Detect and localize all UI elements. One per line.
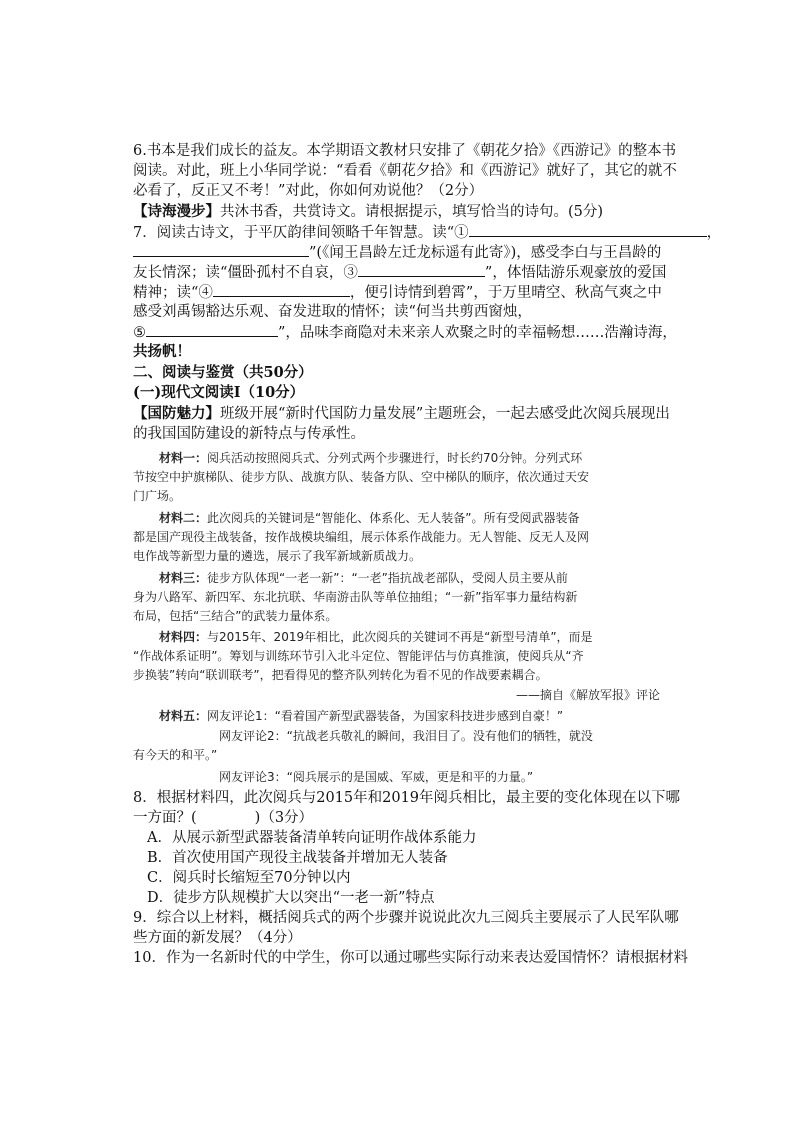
material-3-line-3: 布局，包括“三结合”的武装力量体系。 <box>133 609 338 623</box>
q6-line-3: 必看了，反正又不考！”对此，你如何劝说他？（2分） <box>133 183 484 199</box>
q7-line-1 <box>133 222 721 243</box>
material-5-label: 材料五： <box>159 709 208 723</box>
q9-line-1: 9．综合以上材料，概括阅兵式的两个步骤并说说此次九三阅兵主要展示了人民军队哪 <box>133 910 679 926</box>
q8-option-d[interactable]: D．徒步方队规模扩大以突出“一老一新”特点 <box>147 890 435 906</box>
material-4-line-1 <box>159 627 593 647</box>
q9-line-2: 些方面的新发展？（4分） <box>133 930 302 946</box>
material-2-line-2: 都是国产现役主战装备，按作战模块编组，展示体系作战能力。无人智能、反无人及网 <box>133 530 590 544</box>
q7-text: ⑤ <box>133 325 146 341</box>
material-5-comment-2a: 网友评论2：“抗战老兵敬礼的瞬间，我泪目了。没有他们的牺牲，就没 <box>219 729 593 743</box>
material-text: 与2015年、2019年相比，此次阅兵的关键词不再是“新型号清单”，而是 <box>207 630 593 644</box>
q8-option-c[interactable]: C．阅兵时长缩短至70分钟以内 <box>147 870 351 886</box>
material-2-line-1 <box>159 508 579 528</box>
blank-2[interactable] <box>133 242 309 257</box>
q7-line-2 <box>133 242 661 263</box>
material-text: 此次阅兵的关键词是“智能化、体系化、无人装备”。所有受阅武器装备 <box>207 511 580 525</box>
material-1-line-3: 门广场。 <box>133 489 182 503</box>
section-2-title: 二、阅读与鉴赏（共50分） <box>133 364 313 381</box>
material-4-line-3: 步换装”转向“联训联考”，把看得见的整齐队列转化为看不见的作战要素耦合。 <box>133 668 548 682</box>
section-2-intro-1 <box>133 404 670 424</box>
q7-line-5: 感受刘禹锡豁达乐观、奋发进取的情怀；读“何当共剪西窗烛， <box>133 304 532 320</box>
q10-line-1: 10．作为一名新时代的中学生，你可以通过哪些实际行动来表达爱国情怀？请根据材料 <box>133 950 688 966</box>
material-1-label: 材料一： <box>159 451 208 465</box>
q7-text: 友长情深；读“僵卧孤村不自哀，③ <box>133 265 358 281</box>
q7-line-6 <box>133 322 677 343</box>
material-1-line-2: 节按空中护旗梯队、徒步方队、战旗方队、装备方队、空中梯队的顺序，依次通过天安 <box>133 470 590 484</box>
guofang-tag: 【国防魅力】 <box>133 405 220 422</box>
blank-3[interactable] <box>358 262 485 277</box>
poetry-intro: 共沐书香，共赏诗文。请根据提示，填写恰当的诗句。(5分) <box>220 204 604 220</box>
section-2-intro-2: 的我国国防建设的新特点与传承性。 <box>133 426 365 442</box>
material-3-label: 材料三： <box>159 571 208 585</box>
q7-text: 精神；读“④ <box>133 285 213 301</box>
material-2-label: 材料二： <box>159 511 208 525</box>
q7-text: ”(《闻王昌龄左迁龙标遥有此寄》)，感受李白与王昌龄的 <box>309 245 662 261</box>
q7-line-3 <box>133 262 666 283</box>
blank-4[interactable] <box>213 282 350 297</box>
material-4-line-2: “作战体系证明”。筹划与训练环节引入北斗定位、智能评估与仿真推演，使阅兵从“齐 <box>133 649 584 663</box>
material-2-line-3: 电作战等新型力量的遴选，展示了我军新域新质战力。 <box>133 549 422 563</box>
poetry-heading <box>133 202 603 222</box>
material-5-comment-1 <box>159 706 563 726</box>
material-5-comment-3: 网友评论3：“阅兵展示的是国威、军威，更是和平的力量。” <box>219 770 534 784</box>
blank-5[interactable] <box>146 322 278 337</box>
material-3-line-2: 身为八路军、新四军、东北抗联、华南游击队等单位抽组；“一新”指军事力量结构新 <box>133 590 578 604</box>
q7-text: ”，品味李商隐对未来亲人欢聚之时的幸福畅想……浩瀚诗海， <box>278 325 677 341</box>
q8-option-a[interactable]: A．从展示新型武器装备清单转向证明作战体系能力 <box>147 830 477 846</box>
q7-text: 7．阅读古诗文，于平仄韵律间领略千年智慧。读“① <box>133 225 469 241</box>
poetry-tag: 【诗海漫步】 <box>133 203 220 220</box>
blank-1[interactable] <box>469 222 707 237</box>
q6-line-1: 6.书本是我们成长的益友。本学期语文教材只安排了《朝花夕拾》《西游记》的整本书 <box>133 143 677 159</box>
q7-text: ，便引诗情到碧霄”，于万里晴空、秋高气爽之中 <box>349 285 662 301</box>
q7-text: ， <box>706 225 722 241</box>
q7-line-4 <box>133 282 662 303</box>
material-text: 徒步方队体现“一老一新”：“一老”指抗战老部队，受阅人员主要从前 <box>207 571 568 585</box>
q7-line-7: 共扬帆！ <box>133 343 191 360</box>
material-5-comment-2b: 有今天的和平。” <box>133 748 218 762</box>
material-4-label: 材料四： <box>159 630 208 644</box>
section-2-subtitle: (一)现代文阅读Ⅰ（10分） <box>133 384 305 401</box>
q8-line-2: 一方面？( )（3分） <box>133 810 314 826</box>
intro-text: 班级开展“新时代国防力量发展”主题班会，一起去感受此次阅兵展现出 <box>220 406 670 422</box>
material-text: 阅兵活动按照阅兵式、分列式两个步骤进行，时长约70分钟。分列式环 <box>207 451 583 465</box>
q7-text: ”，体悟陆游乐观豪放的爱国 <box>484 265 667 281</box>
comment-text: 网友评论1：“看着国产新型武器装备，为国家科技进步感到自豪！” <box>207 709 564 723</box>
q8-option-b[interactable]: B．首次使用国产现役主战装备并增加无人装备 <box>147 850 448 866</box>
material-4-source: ——摘自《解放军报》评论 <box>515 688 660 702</box>
material-3-line-1 <box>159 568 568 588</box>
q8-line-1: 8．根据材料四，此次阅兵与2015年和2019年阅兵相比，最主要的变化体现在以下哪 <box>133 790 681 806</box>
material-1-line-1 <box>159 448 582 468</box>
q6-line-2: 阅读。对此，班上小华同学说：“看看《朝花夕拾》和《西游记》就好了，其它的就不 <box>133 163 677 179</box>
